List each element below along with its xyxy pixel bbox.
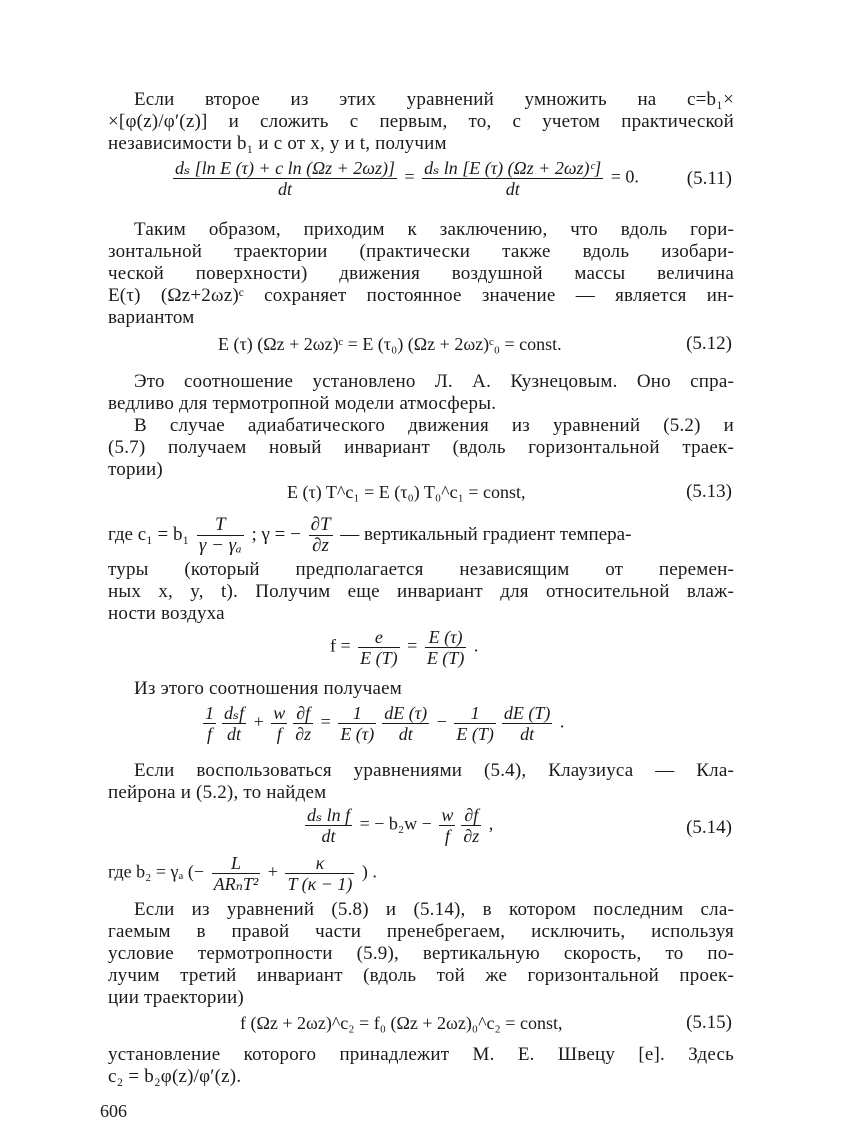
fraction-numerator: ∂T (310, 514, 331, 535)
text-line: ведливо для термотропной модели атмосферы. (108, 393, 497, 414)
text-line: вариантом (108, 307, 195, 328)
equation-number: (5.15) (686, 1012, 732, 1033)
fraction-numerator: L (212, 853, 261, 874)
fraction-numerator: e (358, 627, 400, 648)
text-line: ×[φ(z)/φ′(z)] и сложить с первым, то, с учетом практической (108, 111, 734, 132)
fraction-denominator: dt (520, 724, 535, 744)
text-line: Таким образом, приходим к заключению, что вдоль гори- (134, 219, 734, 240)
equation-middle: = − b₂w − (359, 813, 432, 834)
equation-number: (5.12) (686, 333, 732, 354)
fraction-numerator: dₛ ln f (307, 805, 351, 825)
text-line: В случае адиабатического движения из уравнений (5.2) и (134, 415, 734, 436)
text-line: ности воздуха (108, 603, 225, 624)
equation-tail: . (559, 711, 565, 732)
fraction-numerator: dE (T) (503, 703, 551, 723)
equation-number: (5.11) (686, 168, 732, 189)
equation-tail: ) . (361, 861, 377, 882)
text-line: Если воспользоваться уравнениями (5.4), Клаузиуса — Кла- (134, 760, 734, 781)
equation-humidity-derivative (200, 703, 564, 744)
text-line: E(τ) (Ωz+2ωz)ᶜ сохраняет постоянное значение — является ин- (108, 285, 734, 306)
equation-tail: . (473, 635, 479, 656)
inline-definition (108, 515, 631, 556)
text-line: установление которого принадлежит М. Е. Швецу [e]. Здесь (108, 1044, 734, 1065)
equation-5-14 (302, 805, 493, 846)
equation-5-11: $\frac{\text{dₛ [ln E (τ) + c ln (Ωz + 2ωz)]}}{dt}$ = $\frac{\text{dₛ ln [E (τ) (Ωz + 2ωz)ᶜ]}}{dt}$ = 0. (175, 158, 639, 199)
fraction-denominator: dt (321, 826, 336, 846)
fraction-numerator: dₛf (224, 703, 245, 723)
fraction-numerator: dₛ ln [E (τ) (Ωz + 2ωz)ᶜ] (424, 158, 602, 178)
text-line: (5.7) получаем новый инвариант (вдоль горизонтальной траек- (108, 437, 734, 458)
fraction-numerator: ∂f (293, 703, 313, 724)
fraction-numerator: w (273, 703, 286, 723)
text-line: тории) (108, 459, 163, 480)
fraction-numerator: dₛ [ln E (τ) + c ln (Ωz + 2ωz)] (175, 158, 396, 178)
equation-lhs: f = (330, 635, 351, 656)
equation-number: (5.14) (686, 817, 732, 838)
fraction-denominator: γ − γₐ (198, 535, 242, 556)
text-line: ческой поверхности) движения воздушной массы величина (108, 263, 734, 284)
equation-5-13: E (τ) T^c₁ = E (τ₀) T₀^c₁ = const, (287, 482, 526, 502)
text-line: ных x, y, t). Получим еще инвариант для относительной влаж- (108, 581, 734, 602)
fraction-denominator: dt (278, 179, 293, 199)
fraction-denominator: ∂z (463, 826, 480, 846)
fraction-denominator: T (κ − 1) (287, 874, 353, 894)
text-line: туры (который предполагается независящим от перемен- (108, 559, 734, 580)
text-line: Если из уравнений (5.8) и (5.14), в котором последним сла- (134, 899, 734, 920)
fraction-numerator: T (197, 515, 244, 536)
equation-5-12: E (τ) (Ωz + 2ωz)ᶜ = E (τ₀) (Ωz + 2ωz)ᶜ₀ = const. (218, 334, 562, 354)
fraction-numerator: 1 (205, 703, 214, 723)
text-line: Это соотношение установлено Л. А. Кузнецовым. Оно спра- (134, 371, 734, 392)
text-line: c₂ = b₂φ(z)/φ′(z). (108, 1066, 242, 1087)
definition-lead: где c₁ = b₁ (108, 523, 190, 545)
fraction-denominator: E (T) (456, 724, 494, 744)
fraction-denominator: f (444, 826, 450, 846)
equation-tail: = 0. (610, 166, 639, 187)
fraction-numerator: w (441, 805, 454, 825)
operator: + (267, 861, 278, 882)
text-line: Из этого соотношения получаем (134, 678, 402, 699)
equation-5-15: f (Ωz + 2ωz)^c₂ = f₀ (Ωz + 2ωz)₀^c₂ = const, (240, 1013, 563, 1033)
fraction-denominator: ARₙT² (213, 874, 259, 894)
equation-tail: , (488, 813, 494, 834)
fraction-denominator: f (276, 724, 282, 744)
fraction-denominator: dt (398, 724, 413, 744)
fraction-denominator: ∂z (295, 724, 312, 744)
text-line: гаемым в правой части пренебрегаем, исключить, используя (108, 921, 734, 942)
operator: + (253, 711, 264, 732)
equation-b2-definition (108, 853, 377, 894)
definition-mid: ; γ = − (251, 523, 301, 545)
fraction-numerator: ∂f (461, 805, 481, 826)
equation-relative-humidity: f = $\frac{e}{E (T)}$ = $\frac{E (\tau)}{E (T)}$ . (330, 627, 479, 668)
definition-tail: — вертикальный градиент темпера- (340, 523, 632, 545)
text-line: зонтальной траектории (практически также вдоль изобари- (108, 241, 734, 262)
equation-number: (5.13) (686, 481, 732, 502)
text-line: условие термотропности (5.9), вертикальную скорость, то по- (108, 943, 734, 964)
fraction-numerator: 1 (338, 703, 376, 724)
fraction-numerator: 1 (454, 703, 496, 724)
operator: − (436, 711, 447, 732)
text-line: пейрона и (5.2), то найдем (108, 782, 327, 803)
fraction-denominator: E (T) (426, 648, 465, 668)
fraction-numerator: κ (285, 853, 354, 874)
text-line: Если второе из этих уравнений умножить на c=b₁× (134, 89, 734, 110)
page-number: 606 (100, 1101, 127, 1121)
fraction-denominator: dt (505, 179, 520, 199)
fraction-numerator: dE (τ) (384, 703, 428, 723)
fraction-denominator: f (206, 724, 212, 744)
fraction-denominator: E (τ) (340, 724, 375, 744)
text-line: лучим третий инвариант (вдоль той же горизонтальной проек- (108, 965, 734, 986)
fraction-denominator: ∂z (312, 535, 329, 556)
fraction-numerator: E (τ) (425, 627, 467, 648)
definition-lead: где b₂ = γₐ (− (108, 861, 205, 882)
fraction-denominator: dt (227, 724, 242, 744)
fraction-denominator: E (T) (360, 648, 398, 668)
text-line: ции траектории) (108, 987, 244, 1008)
operator: = (320, 711, 331, 732)
text-line: независимости b₁ и c от x, y и t, получим (108, 133, 447, 154)
